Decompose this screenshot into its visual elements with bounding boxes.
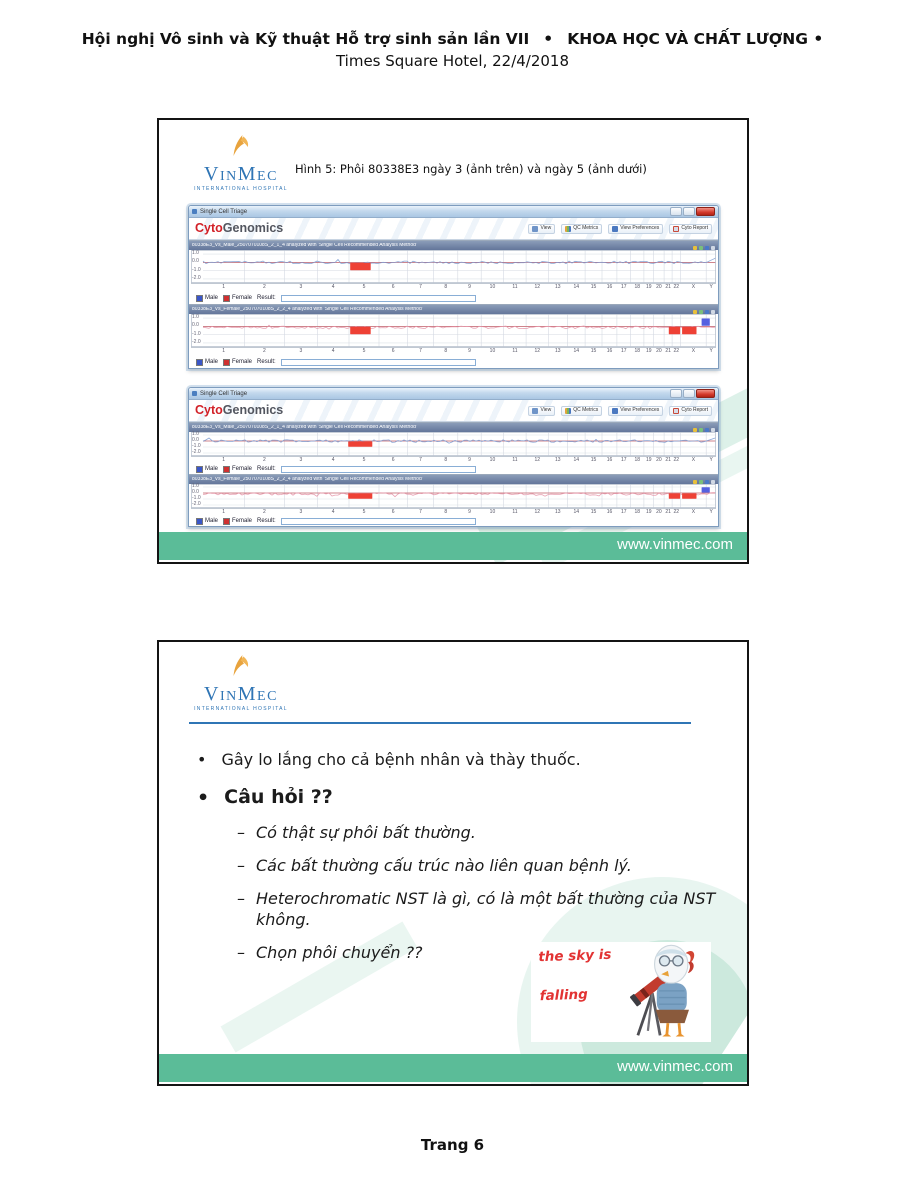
result-input[interactable] [281,295,476,302]
cnv-plot [191,432,716,456]
chromosome-label: 22 [673,348,680,354]
chicken-little-sticker [531,942,711,1042]
toolbar-button-cyto-report[interactable] [669,406,712,416]
female-swatch-icon [223,359,230,366]
cnv-profile-panel [189,422,718,474]
x-axis [191,283,716,292]
chromosome-label: 4 [331,457,335,463]
chromosome-label: X [691,457,696,463]
chromosome-label: 2 [263,284,266,290]
chromosome-label: 9 [468,284,471,290]
result-label: Result: [257,359,276,365]
chromosome-label: 6 [391,284,395,290]
toolbar-button-label: QC Metrics [573,407,599,413]
chromosome-label: 5 [362,509,366,515]
chromosome-label: 17 [621,348,627,354]
legend-male-label: Male [205,359,219,365]
slide-footer-band [159,532,747,560]
chromosome-label: 14 [573,284,580,290]
dash-marker: – [237,888,245,908]
chromosome-label: 22 [673,509,680,515]
chromosome-label: 7 [419,348,422,354]
minimize-button[interactable] [670,389,682,398]
close-button[interactable] [696,389,715,398]
app-header-bar [189,218,718,240]
y-axis-label: -2.0 [192,501,201,507]
x-axis [191,347,716,356]
chromosome-label: 10 [489,348,496,354]
vinmec-tagline: INTERNATIONAL HOSPITAL [194,186,288,192]
chromosome-label: 15 [590,284,597,290]
panel-tool-icon[interactable] [693,428,697,432]
slide-1 [157,118,749,564]
y-axis-label: 1.0 [192,250,199,257]
page-header [0,30,905,70]
y-axis-label: 0.0 [192,258,199,265]
y-axis-label: -2.0 [192,274,201,281]
chromosome-label: 7 [419,284,422,290]
view-icon [532,408,538,414]
chromosome-label: 5 [362,457,366,463]
y-axis-label: 0.0 [192,437,199,443]
legend-male-label: Male [205,518,219,524]
chromosome-label: 21 [665,509,671,515]
legend-male [196,359,218,366]
chromosome-label: 12 [534,348,541,354]
toolbar-button-label: QC Metrics [573,225,599,231]
chromosome-label: 21 [665,457,671,463]
chromosome-label: X [691,509,696,515]
view-icon [532,226,538,232]
toolbar-button-label: View [540,407,552,413]
toolbar-button-label: View [540,225,552,231]
chromosome-label: 7 [419,457,422,463]
panel-tool-icon[interactable] [699,428,703,432]
chromosome-label: 16 [606,284,613,290]
sample-name: 80338E3_Vs_Male_2507070108S_2_1_4 analyzed with 'Single Cell Recommended Analysis Method' [192,243,417,248]
chromosome-label: 18 [634,348,641,354]
vinmec-wordmark: VinMec [204,683,278,705]
female-swatch-icon [223,295,230,302]
chromosome-label: 3 [299,284,303,290]
x-axis [191,456,716,464]
y-axis-label: -2.0 [192,449,201,455]
result-label: Result: [257,295,276,301]
legend-row [189,516,718,526]
chromosome-label: 18 [634,284,641,290]
chromosome-label: 10 [489,457,496,463]
cnv-plot [191,484,716,508]
legend-row [189,356,718,368]
result-input[interactable] [281,518,476,525]
sticker-line1: the sky is [538,946,612,966]
result-input[interactable] [281,466,476,473]
chromosome-label: X [691,348,696,354]
chromosome-label: X [691,284,696,290]
panel-header [189,475,718,484]
chromosome-label: 20 [656,348,662,354]
maximize-button[interactable] [683,389,695,398]
chromosome-label: 1 [222,348,226,354]
bullet-text: Gây lo lắng cho cả bệnh nhân và thày thuốc. [221,750,581,769]
chromosome-label: 13 [555,348,561,354]
chromosome-label: 13 [555,457,561,463]
result-input[interactable] [281,359,476,366]
chromosome-label: 16 [606,509,613,515]
sub-bullet-text: Các bất thường cấu trúc nào liên quan bệnh lý. [256,856,632,876]
chromosome-label: Y [709,509,713,515]
chromosome-label: 20 [656,284,662,290]
window-titlebar [189,206,718,218]
dash-marker: – [237,856,245,876]
y-axis-label: 1.0 [192,314,199,321]
maximize-button[interactable] [683,207,695,216]
chromosome-label: Y [709,284,713,290]
cnv-plot [191,314,716,347]
page-number: Trang 6 [420,1136,485,1154]
bullet-list [197,750,721,974]
app-icon [192,209,197,214]
toolbar-button-label: Cyto Report [681,225,708,231]
view-preferences-icon [612,408,618,414]
chromosome-label: 8 [444,348,448,354]
sub-bullet-text: Heterochromatic NST là gì, có là một bất thường của NST không. [256,888,716,930]
sample-name: 80338E3_Vs_Female_2507070108S_2_2_4 analyzed with 'Single Cell Recommended Analysis Method' [192,307,423,312]
qc-metrics-icon [565,226,571,232]
vinmec-logo [185,654,297,712]
legend-female [223,518,252,525]
app-header-bar [189,400,718,422]
legend-male-label: Male [205,466,219,472]
male-swatch-icon [196,518,203,525]
bullet-marker: • [197,786,210,809]
panel-tool-icon[interactable] [705,428,709,432]
toolbar-button-qc-metrics[interactable] [561,224,602,234]
cnv-plot [191,250,716,283]
chicken-little-illustration [609,942,709,1042]
legend-female [223,466,252,473]
male-swatch-icon [196,466,203,473]
chromosome-label: 9 [468,457,471,463]
male-swatch-icon [196,359,203,366]
chromosome-label: 17 [621,284,627,290]
bullet-item [197,750,721,771]
chromosome-label: 11 [512,457,518,463]
panel-tool-icon[interactable] [693,246,697,250]
cnv-plot-svg [191,432,716,456]
chromosome-label: 13 [555,284,561,290]
panel-header [189,423,718,432]
cyto-report-icon [673,408,679,414]
chromosome-label: 6 [391,509,395,515]
qc-metrics-icon [565,408,571,414]
separator-bullet: • [543,30,554,48]
vinmec-tagline: INTERNATIONAL HOSPITAL [194,706,288,712]
chromosome-label: Y [709,457,713,463]
chromosome-label: 5 [362,348,366,354]
toolbar [528,224,712,234]
cnv-profile-panel [189,304,718,368]
sticker-line2: falling [539,986,589,1004]
chromosome-label: 10 [489,284,496,290]
bullet-text: Câu hỏi ?? [224,785,333,808]
x-axis [191,508,716,516]
cnv-plot-svg [191,484,716,508]
chromosome-label: 18 [634,457,641,463]
cnv-profile-panel [189,240,718,304]
cytogenomics-logo [195,222,283,235]
legend-female-label: Female [232,466,253,472]
chromosome-label: 9 [468,509,471,515]
bullet-item-question [197,786,721,811]
chromosome-label: 7 [419,509,422,515]
cytogenomics-window-day5 [188,387,719,527]
venue-date: Times Square Hotel, 22/4/2018 [335,52,570,70]
chromosome-label: 19 [646,284,652,290]
panel-header [189,241,718,250]
dash-marker: – [237,823,245,843]
toolbar-button-cyto-report[interactable] [669,224,712,234]
legend-female [223,359,252,366]
toolbar-button-view[interactable] [528,406,555,416]
conference-title: Hội nghị Vô sinh và Kỹ thuật Hỗ trợ sinh sản lần VII [81,30,530,48]
y-axis-label: 1.0 [192,431,199,437]
cnv-plot-svg [191,250,716,283]
chromosome-label: 22 [673,284,680,290]
chromosome-label: 12 [534,284,541,290]
logo-genomics: Genomics [222,403,284,418]
chromosome-label: 16 [606,348,613,354]
logo-cyto: Cyto [195,403,223,418]
chromosome-label: 21 [665,284,671,290]
window-controls [669,207,715,216]
toolbar [528,406,712,416]
cnv-profile-panel [189,474,718,526]
chromosome-label: 21 [665,348,671,354]
chromosome-label: 2 [263,509,266,515]
chromosome-label: 14 [573,509,580,515]
legend-male [196,295,218,302]
chromosome-label: 22 [673,457,680,463]
toolbar-button-label: View Preferences [620,407,660,413]
toolbar-button-view-preferences[interactable] [608,224,663,234]
slide-footer-band [159,1054,747,1082]
chromosome-label: 19 [646,457,652,463]
panel-header [189,305,718,314]
dash-marker: – [237,942,245,962]
chromosome-label: 17 [621,457,627,463]
female-swatch-icon [223,518,230,525]
chromosome-label: 15 [590,457,597,463]
chromosome-label: 3 [299,509,303,515]
app-icon [192,391,197,396]
cytogenomics-window-day3 [188,205,719,369]
panel-tool-icon[interactable] [693,480,697,484]
chromosome-label: 8 [444,457,448,463]
toolbar-button-view[interactable] [528,224,555,234]
y-axis-label: 0.0 [192,489,199,495]
chromosome-label: 14 [573,457,580,463]
legend-male-label: Male [205,295,219,301]
header-divider-line [189,722,691,724]
website-link: www.vinmec.com [617,1058,733,1075]
legend-female-label: Female [232,359,253,365]
view-preferences-icon [612,226,618,232]
legend-male [196,518,218,525]
chromosome-label: 19 [646,509,652,515]
legend-male [196,466,218,473]
chromosome-label: 6 [391,457,395,463]
vinmec-bird-icon [226,134,256,160]
sub-bullet-item [237,855,721,877]
toolbar-button-label: Cyto Report [681,407,708,413]
slide-2 [157,640,749,1086]
panel-tool-icon[interactable] [711,480,715,484]
chromosome-label: Y [709,348,713,354]
panel-tool-icon[interactable] [705,480,709,484]
window-titlebar [189,388,718,400]
chromosome-label: 18 [634,509,641,515]
figure-caption: Hình 5: Phôi 80338E3 ngày 3 (ảnh trên) và ngày 5 (ảnh dưới) [295,162,647,176]
chromosome-label: 4 [331,348,335,354]
chromosome-label: 6 [391,348,395,354]
chromosome-label: 1 [222,284,226,290]
sample-name: 80338E3_Vs_Female_2507070108S_2_2_4 analyzed with 'Single Cell Recommended Analysis Method' [192,477,423,482]
sticker-caption [538,946,613,1004]
chromosome-label: 11 [512,509,518,515]
chromosome-label: 15 [590,348,597,354]
y-axis-label: -1.0 [192,266,201,273]
chromosome-label: 4 [331,284,335,290]
legend-female-label: Female [232,518,253,524]
chromosome-label: 1 [222,509,226,515]
y-axis-label: -2.0 [192,338,201,345]
logo-cyto: Cyto [195,221,223,236]
cytogenomics-logo [195,404,283,417]
chromosome-label: 20 [656,457,662,463]
chromosome-label: 11 [512,348,518,354]
chromosome-label: 11 [512,284,518,290]
panel-tool-icon[interactable] [711,428,715,432]
chromosome-label: 15 [590,509,597,515]
y-axis-label: -1.0 [192,495,201,501]
vinmec-wordmark: VinMec [204,163,278,185]
panel-tool-icon[interactable] [699,310,703,314]
legend-row [189,464,718,474]
toolbar-button-qc-metrics[interactable] [561,406,602,416]
chromosome-label: 13 [555,509,561,515]
chromosome-label: 8 [444,284,448,290]
chromosome-label: 2 [263,457,266,463]
chromosome-label: 19 [646,348,652,354]
chromosome-label: 1 [222,457,226,463]
window-title-text: Single Cell Triage [200,390,248,397]
conference-theme: KHOA HỌC VÀ CHẤT LƯỢNG • [567,30,824,48]
chromosome-label: 3 [299,348,303,354]
bullet-marker: • [197,750,207,769]
chromosome-label: 5 [362,284,366,290]
conference-title-line [0,30,905,48]
chromosome-label: 17 [621,509,627,515]
cnv-plot-svg [191,314,716,347]
sub-bullet-item [237,888,721,931]
y-axis-label: -1.0 [192,443,201,449]
chromosome-label: 9 [468,348,471,354]
chromosome-label: 2 [263,348,266,354]
chromosome-label: 14 [573,348,580,354]
chromosome-label: 16 [606,457,613,463]
panel-tool-icon[interactable] [699,246,703,250]
logo-genomics: Genomics [222,221,284,236]
panel-tool-icon[interactable] [711,246,715,250]
male-swatch-icon [196,295,203,302]
sample-name: 80338E3_Vs_Male_2507070108S_2_1_4 analyzed with 'Single Cell Recommended Analysis Method' [192,425,417,430]
cyto-report-icon [673,226,679,232]
panel-tool-icon[interactable] [693,310,697,314]
vinmec-logo [185,134,297,192]
vinmec-bird-icon [226,654,256,680]
toolbar-button-view-preferences[interactable] [608,406,663,416]
sub-bullet-text: Chọn phôi chuyển ?? [256,942,423,962]
panel-tool-icon[interactable] [705,246,709,250]
legend-row [189,292,718,304]
result-label: Result: [257,518,276,524]
close-button[interactable] [696,207,715,216]
y-axis-label: 0.0 [192,322,199,329]
website-link: www.vinmec.com [617,536,733,553]
result-label: Result: [257,466,276,472]
chromosome-label: 10 [489,509,496,515]
panel-tool-icon[interactable] [699,480,703,484]
chromosome-label: 12 [534,509,541,515]
toolbar-button-label: View Preferences [620,225,660,231]
panel-tool-icon[interactable] [711,310,715,314]
chromosome-label: 8 [444,509,448,515]
chromosome-label: 20 [656,509,662,515]
minimize-button[interactable] [670,207,682,216]
window-controls [669,389,715,398]
chromosome-label: 12 [534,457,541,463]
legend-female-label: Female [232,295,253,301]
female-swatch-icon [223,466,230,473]
legend-female [223,295,252,302]
y-axis-label: 1.0 [192,483,199,489]
chromosome-label: 3 [299,457,303,463]
window-title-text: Single Cell Triage [200,208,248,215]
sub-bullet-item [237,822,721,844]
sub-bullet-text: Có thật sự phôi bất thường. [256,823,476,843]
y-axis-label: -1.0 [192,330,201,337]
chromosome-label: 4 [331,509,335,515]
panel-tool-icon[interactable] [705,310,709,314]
